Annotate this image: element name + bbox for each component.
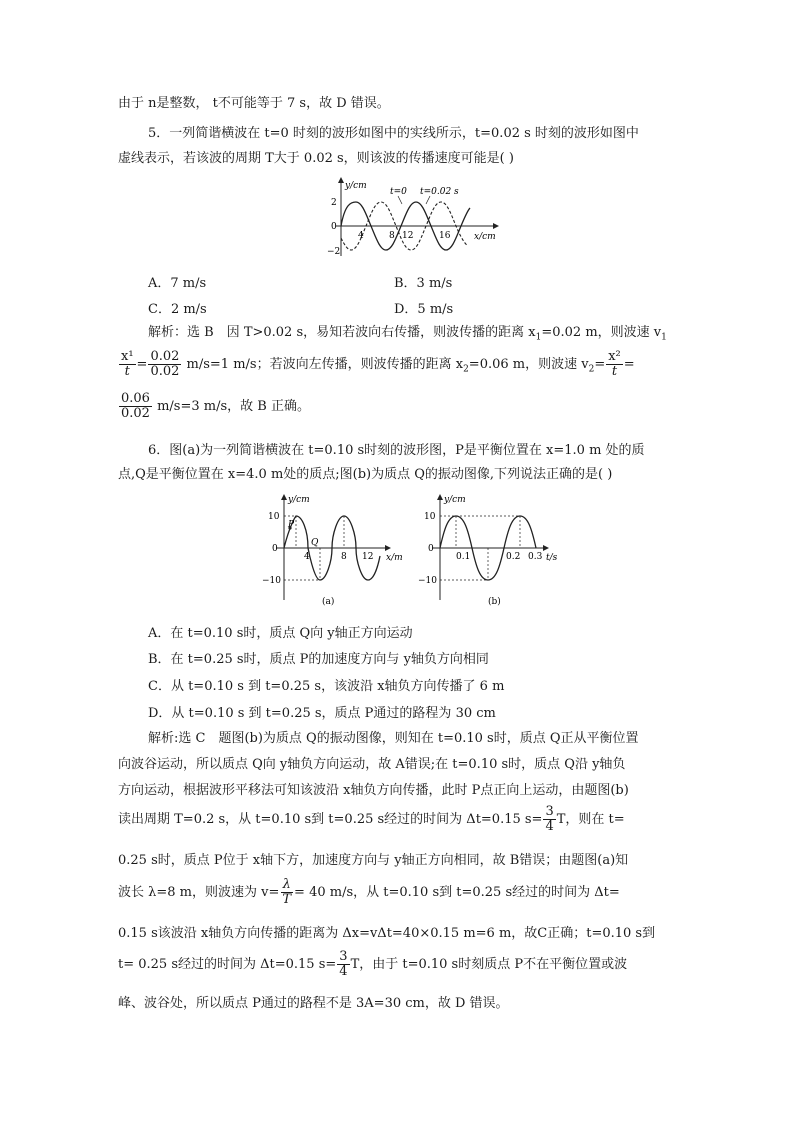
q5-ytick-neg: −2: [327, 247, 341, 257]
q6-solution-line9: 峰、波谷处，所以质点 P通过的路程不是 3A=30 cm，故 D 错误。: [118, 996, 509, 1011]
q5-xtick-12: 12: [402, 231, 414, 241]
q6-solution-line5: 0.25 s时，质点 P位于 x轴下方，加速度方向与 y轴正方向相同，故 B错误；由题图(a)知: [118, 853, 629, 868]
q6a-p-label: P: [288, 520, 295, 530]
q5-option-a[interactable]: A．7 m/s: [148, 276, 207, 291]
q6-option-a[interactable]: A．在 t=0.10 s时，质点 Q向 y轴正方向运动: [148, 626, 413, 641]
q6a-q-label: Q: [311, 538, 319, 548]
q6a-xtick-8: 8: [341, 552, 347, 562]
q6b-ytick-neg10: −10: [418, 576, 437, 586]
q6a-xtick-12: 12: [362, 552, 374, 562]
q5-xtick-8: 8: [389, 231, 395, 241]
q6-frac-3-4: $\frac{3}{4}$: [545, 804, 554, 834]
q5-xtick-16: 16: [439, 231, 451, 241]
q5-ytick-pos: 2: [331, 198, 337, 208]
q6-solution-line8: t= 0.25 s经过的时间为 Δt=0.15 s= $\frac{3}{4}$ T，由于 t=0.10 s时刻质点 P不在平衡位置或波: [118, 949, 628, 979]
q6-option-b[interactable]: B．在 t=0.25 s时，质点 P的加速度方向与 y轴负方向相同: [148, 652, 489, 667]
q5-stem-line1: 5．一列简谐横波在 t=0 时刻的波形如图中的实线所示，t=0.02 s 时刻的波形如图中: [148, 126, 639, 141]
q6b-ytick-0: 0: [428, 544, 434, 554]
q6-stem-line1: 6．图(a)为一列简谐横波在 t=0.10 s时刻的波形图，P是平衡位置在 x=1.0 m 处的质: [148, 443, 645, 458]
q6b-ylabel: y/cm: [444, 495, 466, 505]
q6-option-c[interactable]: C．从 t=0.10 s 到 t=0.25 s，该波沿 x轴负方向传播了 6 m: [148, 679, 505, 694]
q5-stem-line2: 虚线表示，若该波的周期 T大于 0.02 s，则该波的传播速度可能是( ): [118, 151, 514, 166]
q5-wave-figure: [318, 174, 518, 264]
q6b-ytick-10: 10: [424, 512, 436, 522]
q6b-xlabel: t/s: [546, 553, 558, 563]
q5-option-b[interactable]: B．3 m/s: [394, 276, 453, 291]
q6-solution-line7: 0.15 s该波沿 x轴负方向传播的距离为 Δx=vΔt=40×0.15 m=6 m，故C正确；t=0.10 s到: [118, 926, 656, 941]
q6a-caption: (a): [322, 597, 335, 607]
q5-xtick-4: 4: [358, 231, 364, 241]
q6a-ytick-0: 0: [272, 544, 278, 554]
q5-frac-x1-t: $\frac{\text{x¹}}{t}$: [121, 349, 134, 379]
q6a-ytick-neg10: −10: [262, 576, 281, 586]
q6-option-d[interactable]: D．从 t=0.10 s 到 t=0.25 s，质点 P通过的路程为 30 cm: [148, 706, 496, 721]
q6-stem-line2: 点,Q是平衡位置在 x=4.0 m处的质点;图(b)为质点 Q的振动图像,下列说法正确的是( ): [118, 467, 613, 482]
q6b-caption: (b): [488, 597, 501, 607]
q5-option-c[interactable]: C．2 m/s: [148, 302, 207, 317]
q6-figure-a: [260, 490, 410, 610]
q6b-xtick-03: 0.3: [528, 552, 543, 562]
q5-solution-line2: $\frac{\text{x¹}}{t}$ = $\frac{0.02}{0.02}$ m/s=1 m/s；若波向左传播，则波传播的距离 $x_2=0.06$ m，则波速 $v_2=$ $\frac{\text{x²}}{t}$ =: [121, 349, 635, 379]
q5-legend-solid: t=0: [390, 187, 407, 197]
q6-solution-line3: 方向运动，根据波形平移法可知该波沿 x轴负方向传播，此时 P点正向上运动，由题图(b): [118, 783, 629, 798]
q6-frac-3-4-b: $\frac{3}{4}$: [339, 949, 348, 979]
q6b-xtick-01: 0.1: [456, 552, 471, 562]
q6a-ylabel: y/cm: [288, 495, 310, 505]
q5-solution-line3: $\frac{0.06}{0.02}$ m/s=3 m/s，故 B 正确。: [121, 391, 310, 421]
q6-solution-line1: 解析:选 C 题图(b)为质点 Q的振动图像，则知在 t=0.10 s时，质点 Q正从平衡位置: [148, 731, 639, 746]
q6-solution-line6: 波长 λ=8 m，则波速为 v= $\frac{\lambda}{T}$ = 40 m/s，从 t=0.10 s到 t=0.25 s经过的时间为 Δt=: [118, 877, 620, 907]
q6b-xtick-02: 0.2: [506, 552, 521, 562]
q5-option-d[interactable]: D．5 m/s: [394, 302, 454, 317]
q5-frac-006: $\frac{0.06}{0.02}$: [121, 391, 150, 421]
q5-ylabel: y/cm: [345, 181, 367, 191]
q6-frac-lambda-t: $\frac{\lambda}{T}$: [282, 877, 292, 907]
q5-ytick-zero: 0: [331, 222, 337, 232]
q6-solution-line2: 向波谷运动，所以质点 Q向 y轴负方向运动，故 A错误;在 t=0.10 s时，质点 Q沿 y轴负: [118, 757, 626, 772]
q5-frac-002: $\frac{0.02}{0.02}$: [150, 349, 180, 379]
q5-frac-x2-t: $\frac{\text{x²}}{t}$: [608, 349, 621, 379]
q6a-xtick-4: 4: [304, 552, 310, 562]
q6-solution-line4: 读出周期 T=0.2 s，从 t=0.10 s到 t=0.25 s经过的时间为 Δt=0.15 s= $\frac{3}{4}$ T，则在 t=: [118, 804, 625, 834]
q6-figure-b: [418, 490, 568, 610]
q5-legend-dashed: t=0.02 s: [420, 187, 459, 197]
q6a-xlabel: x/m: [386, 553, 403, 563]
previous-solution-tail: 由于 n是整数， t不可能等于 7 s，故 D 错误。: [118, 96, 390, 111]
q5-xlabel: x/cm: [474, 232, 496, 242]
q5-solution-line1: 解析：选 B 因 T>0.02 s，易知若波向右传播，则波传播的距离 $x_1=0.02$ m，则波速 $v_1$: [148, 325, 667, 343]
q6a-ytick-10: 10: [268, 512, 280, 522]
